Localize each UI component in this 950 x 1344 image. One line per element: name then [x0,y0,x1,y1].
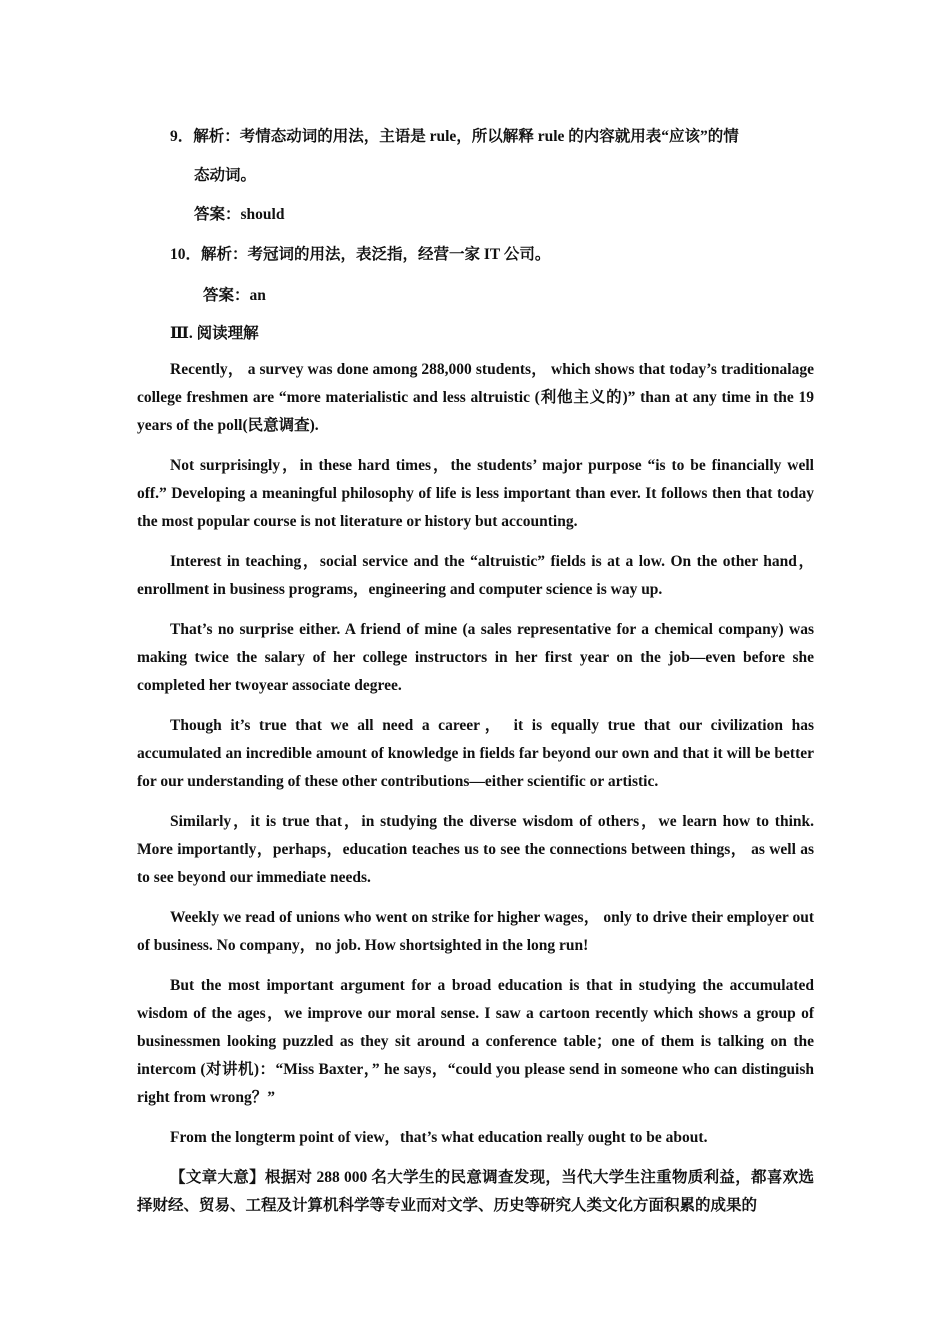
q9-answer: 答案：should [194,206,285,223]
passage-paragraph-3: Interest in teaching，social service and the “altruistic” fields is at a low. On the other hand，enrollment in business programs，engineering and computer science is way up. [137,553,814,598]
passage-paragraph-1: Recently， a survey was done among 288,000 students， which shows that today’s traditionalage college freshmen are “more materialistic and less altruistic (利他主义的)” than at any time in the 19 years of the poll(民意调查). [137,361,814,434]
passage-paragraph-6: Similarly，it is true that，in studying the diverse wisdom of others，we learn how to think. More importantly，perhaps，education teaches us to see the connections between things， as well as to see beyond our immediate needs. [137,813,814,886]
passage-paragraph-8: But the most important argument for a broad education is that in studying the accumulated wisdom of the ages，we improve our moral sense. I saw a cartoon recently which shows a group of businessmen looking puzzled as they sit around a conference table；one of them is talking on the intercom (对讲机)：“Miss Baxter，” he says，“could you please send in someone who can distinguish right from wrong？” [137,977,814,1106]
passage-paragraph-7: Weekly we read of unions who went on strike for higher wages， only to drive their employer out of business. No company，no job. How shortsighted in the long run! [137,909,814,954]
passage-paragraph-9: From the longterm point of view，that’s what education really ought to be about. [170,1129,708,1146]
article-summary: 【文章大意】根据对 288 000 名大学生的民意调查发现，当代大学生注重物质利益，都喜欢选择财经、贸易、工程及计算机科学等专业而对文学、历史等研究人类文化方面积累的成果的 [137,1169,814,1214]
q10-analysis: 10．解析：考冠词的用法，表泛指，经营一家 IT 公司。 [170,246,551,263]
q9-analysis-line1: 9．解析：考情态动词的用法，主语是 rule，所以解释 rule 的内容就用表“应该”的情 [170,128,739,145]
passage-paragraph-5: Though it’s true that we all need a career， it is equally true that our civilization has accumulated an incredible amount of knowledge in fields far beyond our own and that it will be better for our understanding of these other contributions—either scientific or artistic. [137,717,814,790]
passage-paragraph-2: Not surprisingly，in these hard times，the students’ major purpose “is to be financially well off.” Developing a meaningful philosophy of life is less important than ever. It follows then that today the most popular course is not literature or history but accounting. [137,457,814,530]
q10-answer: 答案：an [203,287,266,304]
section-heading: Ⅲ. 阅读理解 [170,325,259,342]
q9-analysis-line2: 态动词。 [194,167,257,184]
passage-paragraph-4: That’s no surprise either. A friend of mine (a sales representative for a chemical company) was making twice the salary of her college instructors in her first year on the job—even before she completed her twoyear associate degree. [137,621,814,694]
